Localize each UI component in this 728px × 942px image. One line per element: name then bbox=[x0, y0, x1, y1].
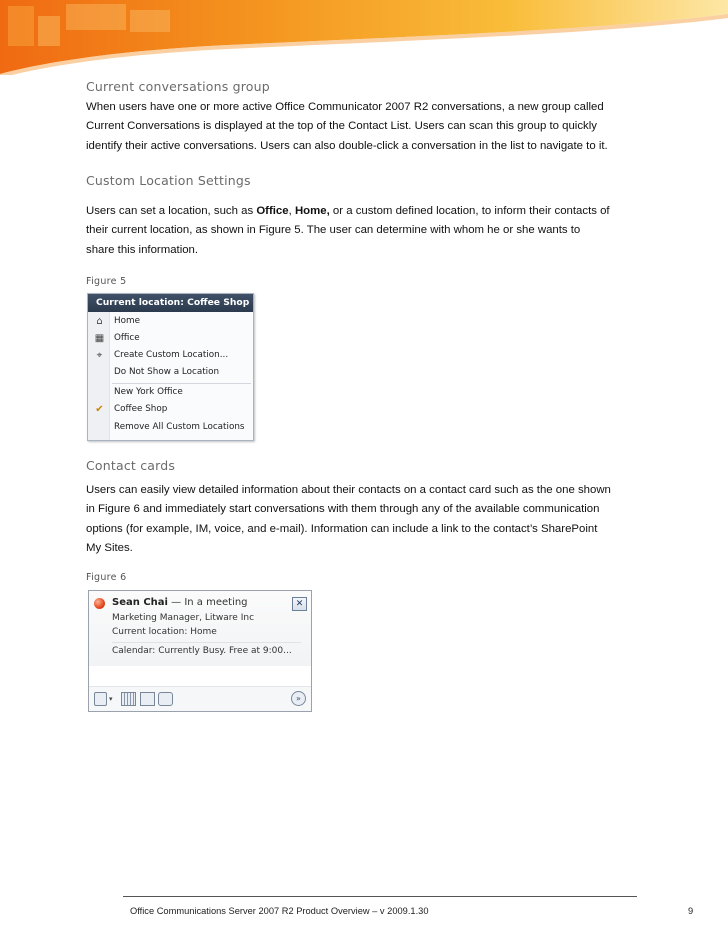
email-icon[interactable] bbox=[140, 692, 155, 706]
menu-title: Current location: Coffee Shop bbox=[88, 294, 253, 312]
text-line: identify their active conversations. Users can also double-click a conversation in the list to navigate to it. bbox=[86, 139, 608, 152]
menu-item-label: Coffee Shop bbox=[114, 404, 168, 414]
checkmark-icon: ✔ bbox=[95, 404, 104, 415]
figure-6-label: Figure 6 bbox=[86, 572, 127, 583]
menu-item-label: Create Custom Location... bbox=[114, 350, 229, 360]
location-menu bbox=[87, 293, 254, 441]
text-line bbox=[86, 202, 656, 221]
section-heading-custom-location: Custom Location Settings bbox=[86, 173, 251, 188]
banner-graphic bbox=[0, 0, 728, 75]
text-line: Current Conversations is displayed at the top of the Contact List. Users can scan this group to quickly bbox=[86, 120, 597, 133]
text-run: Users can set a location, such as bbox=[86, 205, 257, 217]
menu-item-do-not-show-location[interactable] bbox=[88, 364, 253, 381]
menu-item-office[interactable] bbox=[88, 330, 253, 347]
contact-location: Current location: Home bbox=[112, 627, 217, 637]
text-run: or a custom defined location, to inform their contacts of bbox=[329, 205, 610, 217]
calendar-icon[interactable] bbox=[121, 692, 136, 706]
expand-icon[interactable]: » bbox=[291, 691, 306, 706]
card-toolbar bbox=[89, 686, 311, 711]
card-divider bbox=[112, 642, 301, 643]
custom-location-icon: ⌖ bbox=[96, 350, 103, 361]
section-heading-current-conversations: Current conversations group bbox=[86, 79, 270, 94]
paragraph-contact-cards bbox=[86, 481, 656, 558]
text-line: When users have one or more active Office Communicator 2007 R2 conversations, a new group called bbox=[86, 101, 604, 113]
office-building-icon: ▦ bbox=[94, 333, 105, 344]
text-line: in Figure 6 and immediately start conversations with them through any of the available communication bbox=[86, 503, 600, 516]
text-line: their current location, as shown in Figure 5. The user can determine with whom he or she wants to bbox=[86, 224, 581, 237]
text-run: , bbox=[288, 205, 295, 217]
footer-rule bbox=[123, 896, 637, 897]
text-line: share this information. bbox=[86, 243, 199, 256]
contact-title: Marketing Manager, Litware Inc bbox=[112, 613, 255, 623]
paragraph-custom-location bbox=[86, 202, 656, 260]
dropdown-arrow-icon[interactable]: ▾ bbox=[109, 695, 113, 703]
contact-name-line bbox=[112, 597, 248, 608]
contact-name[interactable]: Sean Chai bbox=[112, 597, 168, 608]
figure-5-label: Figure 5 bbox=[86, 276, 127, 287]
header-banner bbox=[0, 0, 728, 75]
menu-item-label: New York Office bbox=[114, 387, 183, 397]
menu-item-create-custom-location[interactable] bbox=[88, 347, 253, 364]
presence-busy-icon bbox=[94, 598, 105, 609]
bold-text-office: Office bbox=[256, 205, 289, 217]
menu-item-label: Do Not Show a Location bbox=[114, 367, 220, 377]
menu-item-label: Office bbox=[114, 333, 140, 343]
contact-card bbox=[88, 590, 312, 712]
text-line: options (for example, IM, voice, and e-mail). Information can include a link to the contact’s SharePoint bbox=[86, 522, 598, 535]
paragraph-current-conversations bbox=[86, 98, 656, 156]
contact-calendar: Calendar: Currently Busy. Free at 9:00... bbox=[112, 646, 292, 656]
menu-item-new-york-office[interactable] bbox=[88, 384, 253, 401]
menu-item-label: Remove All Custom Locations bbox=[114, 422, 245, 432]
footer-text: Office Communications Server 2007 R2 Product Overview – v 2009.1.30 bbox=[130, 906, 429, 916]
phone-icon[interactable] bbox=[94, 692, 107, 706]
menu-item-remove-all-custom-locations[interactable] bbox=[88, 419, 253, 436]
menu-item-home[interactable] bbox=[88, 313, 253, 330]
home-icon: ⌂ bbox=[96, 316, 103, 327]
im-chat-icon[interactable] bbox=[158, 692, 173, 706]
close-icon[interactable]: ✕ bbox=[292, 597, 307, 611]
text-line: My Sites. bbox=[86, 541, 133, 554]
contact-status: — In a meeting bbox=[167, 597, 248, 608]
text-line: Users can easily view detailed information about their contacts on a contact card such as the one shown bbox=[86, 484, 611, 496]
menu-item-label: Home bbox=[114, 316, 140, 326]
section-heading-contact-cards: Contact cards bbox=[86, 458, 176, 473]
page-number: 9 bbox=[688, 906, 694, 916]
bold-text-home: Home, bbox=[294, 205, 330, 217]
menu-item-coffee-shop[interactable] bbox=[88, 401, 253, 418]
